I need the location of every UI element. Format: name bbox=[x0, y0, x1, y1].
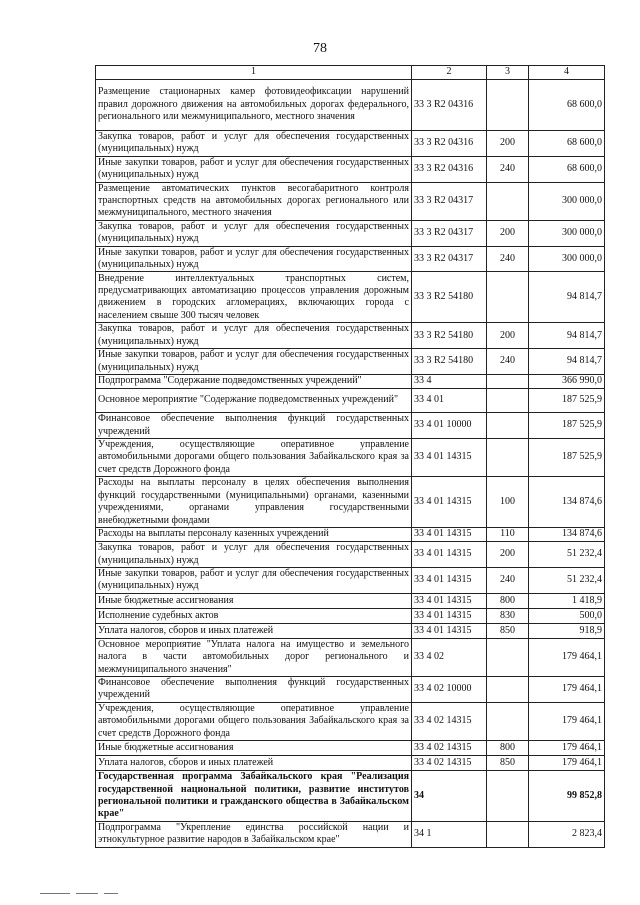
row-name-cell: Основное мероприятие "Уплата налога на имущество и земельного налога в части автомобильных дорог регионального и межмуниципального значения" bbox=[96, 638, 412, 676]
row-amount-cell: 51 232,4 bbox=[529, 542, 605, 568]
row-code-cell: 33 3 R2 54180 bbox=[412, 323, 487, 349]
row-amount-cell: 179 464,1 bbox=[529, 702, 605, 740]
row-name-cell: Подпрограмма "Укрепление единства российской нации и этнокультурное развитие народов в Забайкальском крае" bbox=[96, 822, 412, 848]
table-row bbox=[96, 542, 605, 568]
row-code-cell: 33 4 01 14315 bbox=[412, 542, 487, 568]
table-row bbox=[96, 156, 605, 182]
row-code-cell: 33 4 01 14315 bbox=[412, 477, 487, 528]
table-row bbox=[96, 528, 605, 542]
row-type-cell: 110 bbox=[487, 528, 529, 542]
row-code-cell: 33 4 01 14315 bbox=[412, 623, 487, 638]
row-code-cell: 33 4 01 10000 bbox=[412, 413, 487, 439]
table-row bbox=[96, 567, 605, 593]
row-type-cell: 800 bbox=[487, 593, 529, 608]
row-name-cell: Закупка товаров, работ и услуг для обеспечения государственных (муниципальных) нужд bbox=[96, 220, 412, 246]
row-type-cell bbox=[487, 822, 529, 848]
table-row bbox=[96, 822, 605, 848]
table-row bbox=[96, 182, 605, 220]
row-amount-cell: 179 464,1 bbox=[529, 741, 605, 756]
row-name-cell: Иные бюджетные ассигнования bbox=[96, 593, 412, 608]
row-name-cell: Закупка товаров, работ и услуг для обеспечения государственных (муниципальных) нужд bbox=[96, 542, 412, 568]
row-name-cell: Учреждения, осуществляющие оперативное управление автомобильными дорогами общего пользования Забайкальского края за счет средств Дорожного фонда bbox=[96, 702, 412, 740]
row-name-cell: Учреждения, осуществляющие оперативное управление автомобильными дорогами общего пользования Забайкальского края за счет средств Дорожного фонда bbox=[96, 438, 412, 476]
row-name-cell: Уплата налогов, сборов и иных платежей bbox=[96, 756, 412, 771]
row-type-cell bbox=[487, 702, 529, 740]
row-type-cell: 240 bbox=[487, 567, 529, 593]
row-code-cell: 33 3 R2 04316 bbox=[412, 156, 487, 182]
row-type-cell bbox=[487, 771, 529, 822]
row-code-cell: 33 4 01 14315 bbox=[412, 608, 487, 623]
row-code-cell: 33 4 02 14315 bbox=[412, 741, 487, 756]
scan-edge-marks bbox=[0, 893, 640, 899]
row-name-cell: Размещение стационарных камер фотовидеофиксации нарушений правил дорожного движения на автомобильных дорогах федерального, регионального или межмуниципального, местного значения bbox=[96, 80, 412, 131]
table-row bbox=[96, 771, 605, 822]
row-code-cell: 33 3 R2 04317 bbox=[412, 220, 487, 246]
table-row bbox=[96, 438, 605, 476]
table-row bbox=[96, 246, 605, 272]
page-number: 78 bbox=[313, 41, 327, 56]
row-code-cell: 33 3 R2 04317 bbox=[412, 246, 487, 272]
row-amount-cell: 179 464,1 bbox=[529, 756, 605, 771]
row-type-cell: 850 bbox=[487, 756, 529, 771]
row-name-cell: Основное мероприятие "Содержание подведомственных учреждений" bbox=[96, 389, 412, 413]
row-amount-cell: 918,9 bbox=[529, 623, 605, 638]
row-amount-cell: 300 000,0 bbox=[529, 182, 605, 220]
row-code-cell: 33 3 R2 54180 bbox=[412, 349, 487, 375]
row-code-cell: 33 4 01 14315 bbox=[412, 593, 487, 608]
row-code-cell: 33 4 02 bbox=[412, 638, 487, 676]
row-type-cell: 200 bbox=[487, 323, 529, 349]
row-type-cell: 240 bbox=[487, 246, 529, 272]
row-name-cell: Расходы на выплаты персоналу казенных учреждений bbox=[96, 528, 412, 542]
budget-table bbox=[95, 65, 605, 848]
row-type-cell: 240 bbox=[487, 156, 529, 182]
table-row bbox=[96, 413, 605, 439]
row-amount-cell: 179 464,1 bbox=[529, 676, 605, 702]
row-code-cell: 33 3 R2 04317 bbox=[412, 182, 487, 220]
row-amount-cell: 366 990,0 bbox=[529, 375, 605, 389]
column-header-type: 3 bbox=[487, 66, 529, 80]
row-code-cell: 34 1 bbox=[412, 822, 487, 848]
table-body bbox=[96, 80, 605, 848]
table-row bbox=[96, 638, 605, 676]
row-type-cell: 830 bbox=[487, 608, 529, 623]
row-type-cell: 200 bbox=[487, 131, 529, 157]
row-amount-cell: 94 814,7 bbox=[529, 349, 605, 375]
table-row bbox=[96, 389, 605, 413]
table-row bbox=[96, 272, 605, 323]
row-code-cell: 33 3 R2 04316 bbox=[412, 131, 487, 157]
row-type-cell bbox=[487, 375, 529, 389]
row-type-cell bbox=[487, 272, 529, 323]
row-type-cell bbox=[487, 638, 529, 676]
table-row bbox=[96, 220, 605, 246]
row-amount-cell: 500,0 bbox=[529, 608, 605, 623]
row-amount-cell: 134 874,6 bbox=[529, 477, 605, 528]
row-type-cell bbox=[487, 389, 529, 413]
row-amount-cell: 68 600,0 bbox=[529, 80, 605, 131]
row-name-cell: Финансовое обеспечение выполнения функций государственных учреждений bbox=[96, 413, 412, 439]
row-type-cell: 800 bbox=[487, 741, 529, 756]
table-row bbox=[96, 741, 605, 756]
table-row bbox=[96, 593, 605, 608]
row-type-cell: 240 bbox=[487, 349, 529, 375]
row-type-cell: 200 bbox=[487, 220, 529, 246]
row-amount-cell: 51 232,4 bbox=[529, 567, 605, 593]
row-code-cell: 33 4 01 bbox=[412, 389, 487, 413]
row-code-cell: 33 4 01 14315 bbox=[412, 528, 487, 542]
row-amount-cell: 300 000,0 bbox=[529, 220, 605, 246]
row-type-cell bbox=[487, 182, 529, 220]
row-code-cell: 34 bbox=[412, 771, 487, 822]
row-name-cell: Иные закупки товаров, работ и услуг для обеспечения государственных (муниципальных) нужд bbox=[96, 246, 412, 272]
row-name-cell: Иные закупки товаров, работ и услуг для обеспечения государственных (муниципальных) нужд bbox=[96, 156, 412, 182]
column-header-code: 2 bbox=[412, 66, 487, 80]
row-amount-cell: 68 600,0 bbox=[529, 156, 605, 182]
row-amount-cell: 1 418,9 bbox=[529, 593, 605, 608]
row-amount-cell: 2 823,4 bbox=[529, 822, 605, 848]
row-code-cell: 33 4 01 14315 bbox=[412, 438, 487, 476]
row-name-cell: Подпрограмма "Содержание подведомственных учреждений" bbox=[96, 375, 412, 389]
table-row bbox=[96, 676, 605, 702]
table-row bbox=[96, 623, 605, 638]
row-type-cell: 100 bbox=[487, 477, 529, 528]
row-amount-cell: 94 814,7 bbox=[529, 323, 605, 349]
row-code-cell: 33 4 02 14315 bbox=[412, 702, 487, 740]
row-name-cell: Государственная программа Забайкальского края "Реализация государственной национальной политики, развитие институтов региональной политики и гражданского общества в Забайкальском крае" bbox=[96, 771, 412, 822]
table-row bbox=[96, 80, 605, 131]
row-amount-cell: 134 874,6 bbox=[529, 528, 605, 542]
table-row bbox=[96, 131, 605, 157]
row-amount-cell: 99 852,8 bbox=[529, 771, 605, 822]
row-type-cell bbox=[487, 80, 529, 131]
row-amount-cell: 300 000,0 bbox=[529, 246, 605, 272]
row-code-cell: 33 4 01 14315 bbox=[412, 567, 487, 593]
row-code-cell: 33 4 bbox=[412, 375, 487, 389]
row-name-cell: Исполнение судебных актов bbox=[96, 608, 412, 623]
row-amount-cell: 187 525,9 bbox=[529, 413, 605, 439]
row-code-cell: 33 3 R2 04316 bbox=[412, 80, 487, 131]
table-row bbox=[96, 323, 605, 349]
row-type-cell: 200 bbox=[487, 542, 529, 568]
table-row bbox=[96, 477, 605, 528]
column-header-amount: 4 bbox=[529, 66, 605, 80]
row-amount-cell: 68 600,0 bbox=[529, 131, 605, 157]
row-name-cell: Расходы на выплаты персоналу в целях обеспечения выполнения функций государственными (муниципальными) органами, казенными учреждениями, органами управления государственными внебюджетными фондами bbox=[96, 477, 412, 528]
table-row bbox=[96, 349, 605, 375]
table-row bbox=[96, 702, 605, 740]
row-code-cell: 33 4 02 10000 bbox=[412, 676, 487, 702]
row-amount-cell: 94 814,7 bbox=[529, 272, 605, 323]
row-name-cell: Иные закупки товаров, работ и услуг для обеспечения государственных (муниципальных) нужд bbox=[96, 349, 412, 375]
row-name-cell: Уплата налогов, сборов и иных платежей bbox=[96, 623, 412, 638]
column-header-name: 1 bbox=[96, 66, 412, 80]
table-header-row bbox=[96, 66, 605, 80]
row-name-cell: Закупка товаров, работ и услуг для обеспечения государственных (муниципальных) нужд bbox=[96, 323, 412, 349]
row-type-cell: 850 bbox=[487, 623, 529, 638]
row-name-cell: Финансовое обеспечение выполнения функций государственных учреждений bbox=[96, 676, 412, 702]
row-name-cell: Внедрение интеллектуальных транспортных систем, предусматривающих автоматизацию процессов управления дорожным движением в городских агломерациях, включающих города с населением свыше 300 тысяч человек bbox=[96, 272, 412, 323]
table-row bbox=[96, 756, 605, 771]
row-name-cell: Закупка товаров, работ и услуг для обеспечения государственных (муниципальных) нужд bbox=[96, 131, 412, 157]
row-code-cell: 33 4 02 14315 bbox=[412, 756, 487, 771]
row-type-cell bbox=[487, 438, 529, 476]
row-name-cell: Иные бюджетные ассигнования bbox=[96, 741, 412, 756]
row-amount-cell: 187 525,9 bbox=[529, 389, 605, 413]
row-name-cell: Размещение автоматических пунктов весогабаритного контроля транспортных средств на автомобильных дорогах регионального или межмуниципального, местного значения bbox=[96, 182, 412, 220]
table-row bbox=[96, 375, 605, 389]
row-type-cell bbox=[487, 676, 529, 702]
row-amount-cell: 179 464,1 bbox=[529, 638, 605, 676]
row-code-cell: 33 3 R2 54180 bbox=[412, 272, 487, 323]
row-name-cell: Иные закупки товаров, работ и услуг для обеспечения государственных (муниципальных) нужд bbox=[96, 567, 412, 593]
row-amount-cell: 187 525,9 bbox=[529, 438, 605, 476]
row-type-cell bbox=[487, 413, 529, 439]
table-row bbox=[96, 608, 605, 623]
